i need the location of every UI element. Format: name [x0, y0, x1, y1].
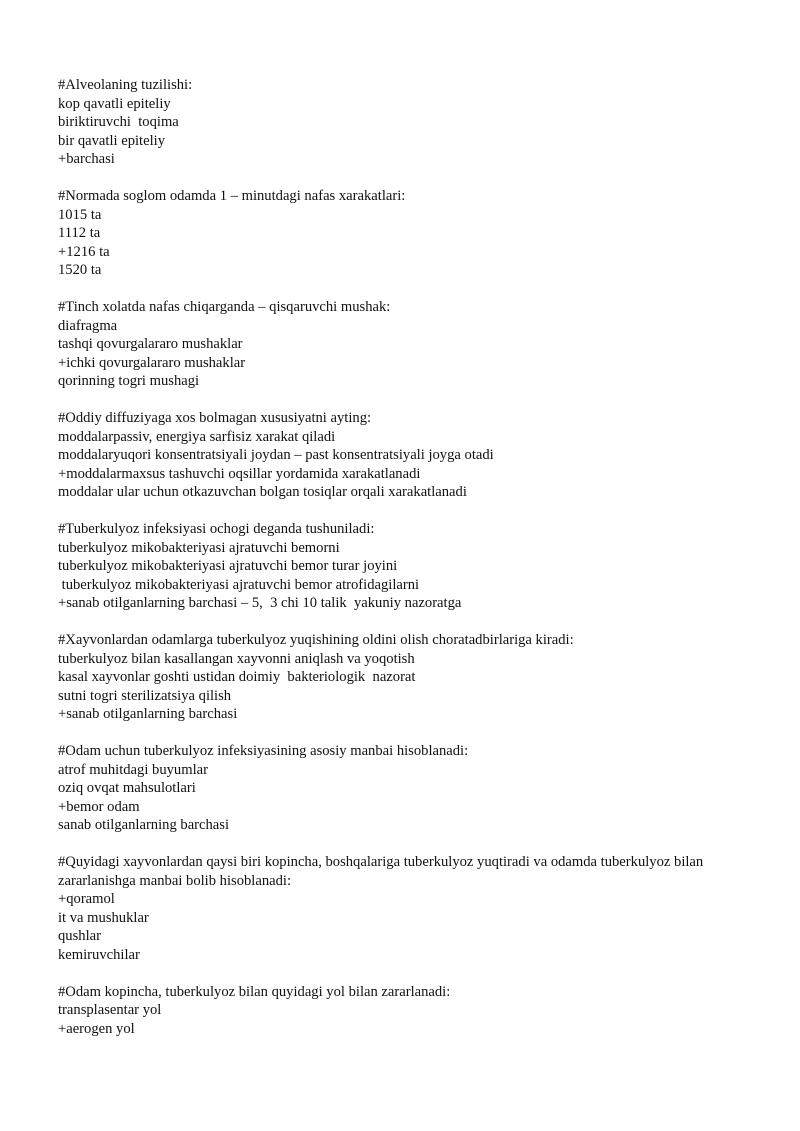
question-block [58, 983, 758, 1039]
answer-option: sutni togri sterilizatsiya qilish [58, 687, 232, 704]
answer-option: sanab otilganlarning barchasi [58, 817, 230, 833]
answer-option: bir qavatli epiteliy [58, 132, 165, 149]
answer-option: qorinning togri mushagi [58, 373, 200, 389]
answer-option: biriktiruvchi toqima [58, 114, 179, 130]
question-title: #Odam uchun tuberkulyoz infeksiyasining asosiy manbai hisoblanadi: [58, 743, 469, 759]
question-block [58, 76, 758, 169]
answer-option: tuberkulyoz mikobakteriyasi ajratuvchi bemorni [58, 539, 340, 556]
question-block [58, 520, 758, 613]
question-title: #Tuberkulyoz infeksiyasi ochogi deganda tushuniladi: [58, 521, 375, 537]
question-block [58, 742, 758, 835]
answer-option: kemiruvchilar [58, 946, 140, 963]
answer-option: tuberkulyoz mikobakteriyasi ajratuvchi bemor turar joyini [58, 558, 398, 574]
question-title: #Oddiy diffuziyaga xos bolmagan xususiyatni ayting: [58, 410, 372, 426]
question-title: #Odam kopincha, tuberkulyoz bilan quyidagi yol bilan zararlanadi: [58, 983, 451, 1000]
question-title: #Normada soglom odamda 1 – minutdagi nafas xarakatlari: [58, 188, 406, 204]
question-block [58, 298, 758, 391]
answer-option: tashqi qovurgalararo mushaklar [58, 336, 243, 352]
question-title: #Tinch xolatda nafas chiqarganda – qisqaruvchi mushak: [58, 299, 391, 315]
question-title: #Xayvonlardan odamlarga tuberkulyoz yuqishining oldini olish choratadbirlariga kiradi: [58, 632, 574, 648]
answer-option: moddalaryuqori konsentratsiyali joydan – past konsentratsiyali joyga otadi [58, 447, 494, 463]
answer-option-correct: +moddalarmaxsus tashuvchi oqsillar yordamida xarakatlanadi [58, 465, 421, 482]
answer-option: atrof muhitdagi buyumlar [58, 761, 208, 778]
answer-option-correct: +qoramol [58, 891, 115, 907]
answer-option: 1112 ta [58, 225, 101, 241]
answer-option: qushlar [58, 928, 101, 944]
answer-option: kasal xayvonlar goshti ustidan doimiy bakteriologik nazorat [58, 669, 416, 685]
answer-option: diafragma [58, 317, 118, 334]
answer-option-correct: +sanab otilganlarning barchasi [58, 706, 238, 722]
answer-option: it va mushuklar [58, 909, 149, 926]
answer-option: kop qavatli epiteliy [58, 95, 171, 112]
answer-option: tuberkulyoz bilan kasallangan xayvonni aniqlash va yoqotish [58, 650, 415, 667]
answer-option-correct: +barchasi [58, 151, 115, 167]
question-block [58, 187, 758, 280]
question-block [58, 409, 758, 502]
question-title: #Alveolaning tuzilishi: [58, 77, 193, 93]
answer-option: tuberkulyoz mikobakteriyasi ajratuvchi bemor atrofidagilarni [58, 576, 420, 593]
question-block [58, 853, 758, 964]
answer-option: oziq ovqat mahsulotlari [58, 780, 196, 796]
answer-option-correct: +ichki qovurgalararo mushaklar [58, 354, 246, 371]
answer-option: moddalar ular uchun otkazuvchan bolgan tosiqlar orqali xarakatlanadi [58, 484, 467, 500]
answer-option: 1520 ta [58, 262, 102, 278]
answer-option-correct: +bemor odam [58, 798, 140, 815]
answer-option-correct: +sanab otilganlarning barchasi – 5, 3 chi 10 talik yakuniy nazoratga [58, 595, 462, 611]
answer-option-correct: +1216 ta [58, 243, 110, 260]
question-list [58, 76, 758, 1057]
answer-option: moddalarpassiv, energiya sarfisiz xarakat qiladi [58, 428, 336, 445]
answer-option: transplasentar yol [58, 1002, 162, 1018]
answer-option-correct: +aerogen yol [58, 1020, 135, 1037]
question-title: #Quyidagi xayvonlardan qaysi biri kopincha, boshqalariga tuberkulyoz yuqtiradi va odamda tuberkulyoz bilan zararlanishga manbai bolib hisoblanadi: [58, 854, 707, 889]
answer-option: 1015 ta [58, 206, 102, 223]
question-block [58, 631, 758, 724]
